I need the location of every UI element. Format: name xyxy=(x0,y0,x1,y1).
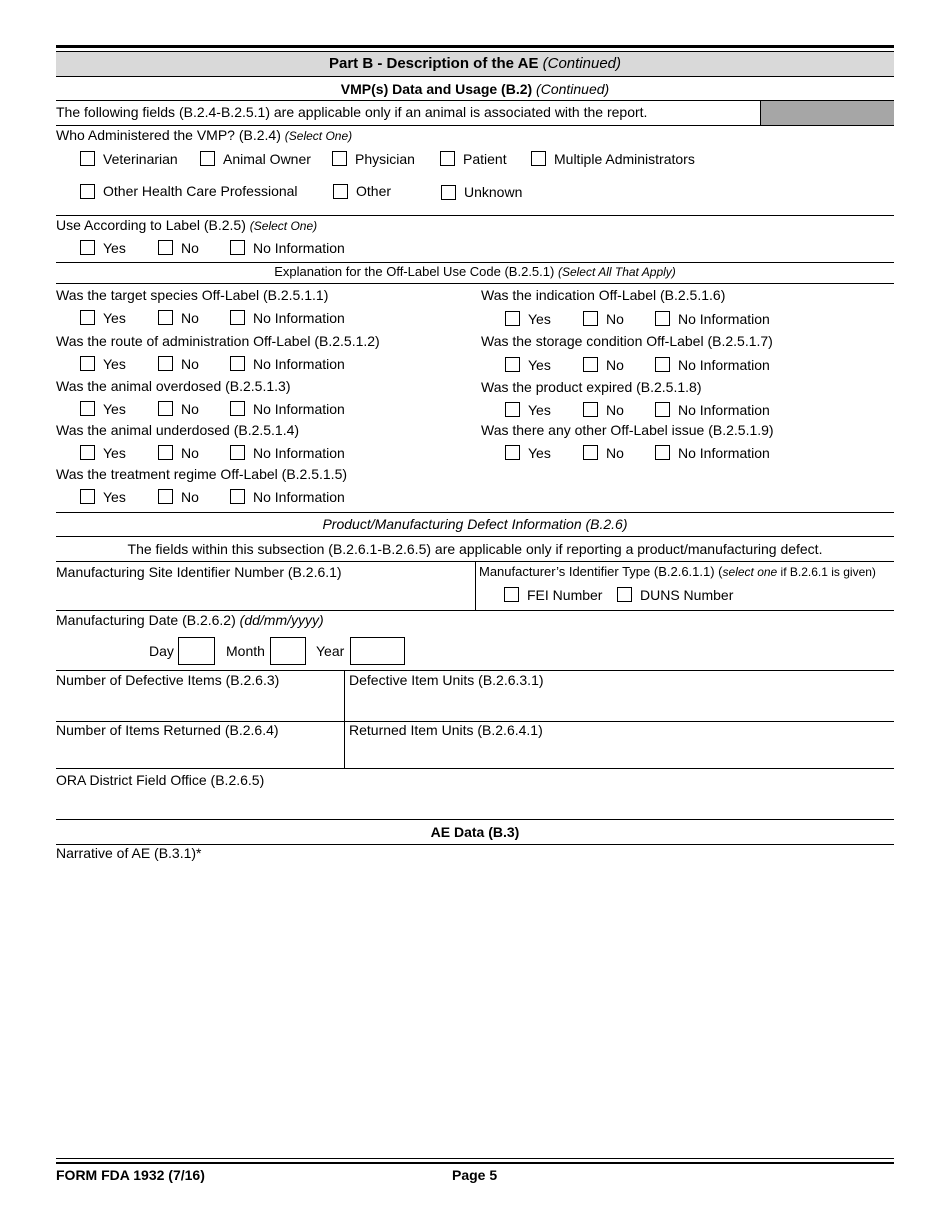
month-input[interactable] xyxy=(270,637,306,665)
checkbox-no[interactable] xyxy=(158,356,173,371)
checkbox-no[interactable] xyxy=(583,357,598,372)
option-label: No Information xyxy=(678,357,770,373)
checkbox-unknown[interactable] xyxy=(441,185,456,200)
option-label: Multiple Administrators xyxy=(554,151,695,167)
question-target-species: Was the target species Off-Label (B.2.5.1.1) xyxy=(56,287,329,303)
checkbox-duns-number[interactable] xyxy=(617,587,632,602)
option-label: Unknown xyxy=(464,184,523,200)
checkbox-yes[interactable] xyxy=(80,401,95,416)
option-label: No Information xyxy=(253,401,345,417)
option-label: No xyxy=(181,445,199,461)
divider xyxy=(56,215,894,216)
day-label: Day xyxy=(149,643,174,659)
divider xyxy=(56,536,894,537)
divider xyxy=(56,819,894,820)
defect-heading: Product/Manufacturing Defect Information (B.2.6) xyxy=(322,516,628,532)
checkbox-no-information[interactable] xyxy=(230,445,245,460)
checkbox-no[interactable] xyxy=(583,445,598,460)
returned-units-label: Returned Item Units (B.2.6.4.1) xyxy=(349,722,543,738)
divider xyxy=(56,670,894,671)
option-label: Yes xyxy=(103,401,126,417)
checkbox-yes[interactable] xyxy=(80,310,95,325)
checkbox-no-information[interactable] xyxy=(655,402,670,417)
part-b-header xyxy=(56,51,894,77)
checkbox-no[interactable] xyxy=(158,445,173,460)
option-label: No xyxy=(181,401,199,417)
question-storage: Was the storage condition Off-Label (B.2.5.1.7) xyxy=(481,333,773,349)
shaded-cell xyxy=(760,101,894,125)
option-label: Yes xyxy=(103,240,126,256)
part-b-title: Part B - Description of the AE xyxy=(328,55,539,72)
option-label: Physician xyxy=(355,151,415,167)
id-type-label: Manufacturer’s Identifier Type (B.2.6.1.1) (select one if B.2.6.1 is given) xyxy=(479,564,876,579)
defective-units-field[interactable] xyxy=(346,690,894,720)
defective-items-field[interactable] xyxy=(56,690,343,720)
ae-data-heading: AE Data (B.3) xyxy=(430,824,520,840)
checkbox-no-information[interactable] xyxy=(655,311,670,326)
option-label: Patient xyxy=(463,151,507,167)
option-label: Yes xyxy=(528,445,551,461)
offlabel-heading: Explanation for the Off-Label Use Code (B.2.5.1) (Select All That Apply) xyxy=(274,264,676,279)
checkbox-yes[interactable] xyxy=(80,489,95,504)
footer-rule xyxy=(56,1158,894,1159)
checkbox-no-information[interactable] xyxy=(655,445,670,460)
option-label: No Information xyxy=(253,445,345,461)
question-overdosed: Was the animal overdosed (B.2.5.1.3) xyxy=(56,378,291,394)
option-label: No xyxy=(606,402,624,418)
option-label: No Information xyxy=(678,445,770,461)
option-label: No xyxy=(606,357,624,373)
administered-label: Who Administered the VMP? (B.2.4) (Select One) xyxy=(56,127,353,143)
checkbox-veterinarian[interactable] xyxy=(80,151,95,166)
site-id-label: Manufacturing Site Identifier Number (B.2.6.1) xyxy=(56,564,342,580)
page-number: Page 5 xyxy=(452,1167,498,1183)
checkbox-animal-owner[interactable] xyxy=(200,151,215,166)
checkbox-no[interactable] xyxy=(158,401,173,416)
checkbox-no-information[interactable] xyxy=(230,356,245,371)
ora-field[interactable] xyxy=(56,790,894,818)
option-label: No xyxy=(606,445,624,461)
divider xyxy=(56,125,894,126)
form-id: FORM FDA 1932 (7/16) xyxy=(56,1167,205,1183)
footer-rule-thick xyxy=(56,1162,894,1164)
checkbox-no[interactable] xyxy=(158,310,173,325)
ora-label: ORA District Field Office (B.2.6.5) xyxy=(56,772,265,788)
checkbox-yes[interactable] xyxy=(505,445,520,460)
option-label: Yes xyxy=(528,402,551,418)
checkbox-no[interactable] xyxy=(583,402,598,417)
divider xyxy=(56,262,894,263)
divider xyxy=(56,768,894,769)
option-label: No Information xyxy=(253,310,345,326)
checkbox-other[interactable] xyxy=(333,184,348,199)
divider xyxy=(56,512,894,513)
narrative-label: Narrative of AE (B.3.1)* xyxy=(56,845,202,861)
checkbox-other-health-care-professional[interactable] xyxy=(80,184,95,199)
part-b-title-suffix: (Continued) xyxy=(542,55,622,72)
checkbox-yes[interactable] xyxy=(505,357,520,372)
question-underdosed: Was the animal underdosed (B.2.5.1.4) xyxy=(56,422,300,438)
month-label: Month xyxy=(226,643,265,659)
checkbox-no-information[interactable] xyxy=(230,401,245,416)
checkbox-multiple-administrators[interactable] xyxy=(531,151,546,166)
checkbox-no-information[interactable] xyxy=(230,240,245,255)
returned-units-field[interactable] xyxy=(346,740,894,767)
year-input[interactable] xyxy=(350,637,405,665)
question-expired: Was the product expired (B.2.5.1.8) xyxy=(481,379,702,395)
option-label: DUNS Number xyxy=(640,587,734,603)
option-label: No Information xyxy=(253,240,345,256)
question-other-issue: Was there any other Off-Label issue (B.2.5.1.9) xyxy=(481,422,774,438)
checkbox-yes[interactable] xyxy=(505,311,520,326)
divider xyxy=(344,670,345,768)
narrative-field[interactable] xyxy=(56,864,894,1154)
option-label: No xyxy=(181,310,199,326)
divider xyxy=(475,561,476,610)
option-label: FEI Number xyxy=(527,587,603,603)
option-label: No Information xyxy=(253,489,345,505)
option-label: Yes xyxy=(528,311,551,327)
checkbox-no[interactable] xyxy=(158,489,173,504)
checkbox-no-information[interactable] xyxy=(230,310,245,325)
option-label: Yes xyxy=(103,356,126,372)
divider xyxy=(56,283,894,284)
year-label: Year xyxy=(316,643,345,659)
option-label: No xyxy=(181,240,199,256)
checkbox-physician[interactable] xyxy=(332,151,347,166)
option-label: Yes xyxy=(103,310,126,326)
defective-units-label: Defective Item Units (B.2.6.3.1) xyxy=(349,672,544,688)
option-label: Animal Owner xyxy=(223,151,311,167)
question-route: Was the route of administration Off-Label (B.2.5.1.2) xyxy=(56,333,380,349)
mfg-date-label: Manufacturing Date (B.2.6.2) (dd/mm/yyyy) xyxy=(56,612,324,628)
question-treatment-regime: Was the treatment regime Off-Label (B.2.5.1.5) xyxy=(56,466,348,482)
option-label: Other Health Care Professional xyxy=(103,183,298,199)
returned-items-label: Number of Items Returned (B.2.6.4) xyxy=(56,722,279,738)
checkbox-yes[interactable] xyxy=(80,356,95,371)
applicability-note: The following fields (B.2.4-B.2.5.1) are applicable only if an animal is associated with the report. xyxy=(56,104,648,120)
checkbox-yes[interactable] xyxy=(80,445,95,460)
option-label: No Information xyxy=(678,402,770,418)
checkbox-no-information[interactable] xyxy=(230,489,245,504)
returned-items-field[interactable] xyxy=(56,740,343,767)
option-label: Yes xyxy=(103,445,126,461)
checkbox-fei-number[interactable] xyxy=(504,587,519,602)
vmp-heading: VMP(s) Data and Usage (B.2) (Continued) xyxy=(340,81,610,97)
question-indication: Was the indication Off-Label (B.2.5.1.6) xyxy=(481,287,726,303)
divider xyxy=(56,610,894,611)
option-label: No xyxy=(606,311,624,327)
option-label: Yes xyxy=(103,489,126,505)
checkbox-no[interactable] xyxy=(158,240,173,255)
option-label: No Information xyxy=(253,356,345,372)
option-label: Other xyxy=(356,183,392,199)
defect-note: The fields within this subsection (B.2.6.1-B.2.6.5) are applicable only if reporting a product/manufacturing defect. xyxy=(127,541,823,557)
day-input[interactable] xyxy=(178,637,215,665)
option-label: Yes xyxy=(528,357,551,373)
option-label: No xyxy=(181,356,199,372)
checkbox-yes[interactable] xyxy=(80,240,95,255)
checkbox-no[interactable] xyxy=(583,311,598,326)
top-rule xyxy=(56,45,894,48)
checkbox-yes[interactable] xyxy=(505,402,520,417)
defective-items-label: Number of Defective Items (B.2.6.3) xyxy=(56,672,280,688)
checkbox-no-information[interactable] xyxy=(655,357,670,372)
option-label: Veterinarian xyxy=(103,151,178,167)
option-label: No xyxy=(181,489,199,505)
use-label-label: Use According to Label (B.2.5) (Select One) xyxy=(56,217,318,233)
checkbox-patient[interactable] xyxy=(440,151,455,166)
option-label: No Information xyxy=(678,311,770,327)
